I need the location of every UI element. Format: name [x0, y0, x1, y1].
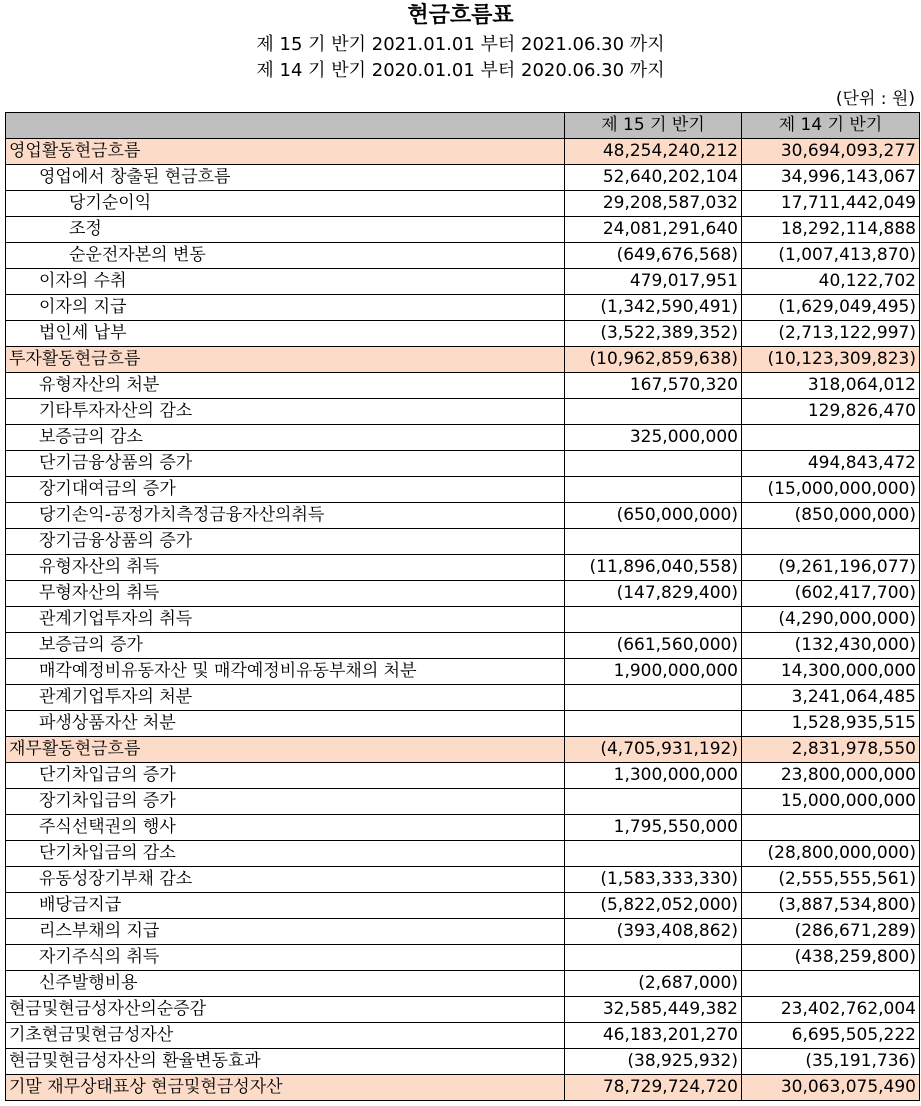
value-period-14: (1,007,413,870): [742, 243, 920, 269]
row-label: 주식선택권의 행사: [6, 815, 565, 841]
table-row: [6, 399, 920, 425]
value-period-15: 325,000,000: [565, 425, 742, 451]
value-period-14: (35,191,736): [742, 1049, 920, 1075]
row-label: 유형자산의 취득: [6, 555, 565, 581]
unit-label: (단위 : 원): [835, 89, 915, 109]
value-period-15: [565, 451, 742, 477]
value-period-15: [565, 945, 742, 971]
value-period-14: 6,695,505,222: [742, 1023, 920, 1049]
row-label: 파생상품자산 처분: [6, 711, 565, 737]
row-label: 이자의 수취: [6, 269, 565, 295]
value-period-14: (3,887,534,800): [742, 893, 920, 919]
value-period-14: 34,996,143,067: [742, 165, 920, 191]
row-label: 보증금의 감소: [6, 425, 565, 451]
value-period-15: 1,900,000,000: [565, 659, 742, 685]
value-period-14: [742, 971, 920, 997]
value-period-14: 3,241,064,485: [742, 685, 920, 711]
header-period-14: 제 14 기 반기: [742, 113, 920, 139]
row-label: 장기금융상품의 증가: [6, 529, 565, 555]
row-label: 재무활동현금흐름: [6, 737, 565, 763]
table-row: [6, 217, 920, 243]
statement-title: 현금흐름표: [407, 2, 514, 28]
value-period-15: 46,183,201,270: [565, 1023, 742, 1049]
row-label: 장기대여금의 증가: [6, 477, 565, 503]
table-row: [6, 789, 920, 815]
value-period-14: 129,826,470: [742, 399, 920, 425]
table-row: [6, 1075, 920, 1101]
value-period-15: (1,342,590,491): [565, 295, 742, 321]
header-account: [6, 113, 565, 139]
value-period-15: 479,017,951: [565, 269, 742, 295]
value-period-15: (5,822,052,000): [565, 893, 742, 919]
table-row: [6, 555, 920, 581]
value-period-15: (393,408,862): [565, 919, 742, 945]
table-row: [6, 269, 920, 295]
table-row: [6, 1049, 920, 1075]
row-label: 관계기업투자의 취득: [6, 607, 565, 633]
value-period-15: 29,208,587,032: [565, 191, 742, 217]
value-period-14: 2,831,978,550: [742, 737, 920, 763]
value-period-15: (10,962,859,638): [565, 347, 742, 373]
value-period-14: (4,290,000,000): [742, 607, 920, 633]
row-label: 현금및현금성자산의순증감: [6, 997, 565, 1023]
value-period-15: 167,570,320: [565, 373, 742, 399]
value-period-15: [565, 529, 742, 555]
value-period-15: (661,560,000): [565, 633, 742, 659]
value-period-15: (2,687,000): [565, 971, 742, 997]
row-label: 현금및현금성자산의 환율변동효과: [6, 1049, 565, 1075]
table-row: [6, 841, 920, 867]
value-period-15: [565, 789, 742, 815]
value-period-15: 32,585,449,382: [565, 997, 742, 1023]
value-period-14: 30,063,075,490: [742, 1075, 920, 1101]
table-row: [6, 373, 920, 399]
period-line-current: 제 15 기 반기 2021.01.01 부터 2021.06.30 까지: [256, 34, 665, 55]
row-label: 관계기업투자의 처분: [6, 685, 565, 711]
value-period-14: 23,402,762,004: [742, 997, 920, 1023]
table-row: [6, 295, 920, 321]
value-period-14: (286,671,289): [742, 919, 920, 945]
table-row: [6, 919, 920, 945]
row-label: 순운전자본의 변동: [6, 243, 565, 269]
value-period-15: [565, 477, 742, 503]
value-period-15: 1,795,550,000: [565, 815, 742, 841]
value-period-14: (438,259,800): [742, 945, 920, 971]
value-period-14: (2,713,122,997): [742, 321, 920, 347]
value-period-14: [742, 815, 920, 841]
value-period-15: (649,676,568): [565, 243, 742, 269]
value-period-15: [565, 711, 742, 737]
row-label: 무형자산의 취득: [6, 581, 565, 607]
value-period-14: 1,528,935,515: [742, 711, 920, 737]
row-label: 보증금의 증가: [6, 633, 565, 659]
row-label: 기타투자자산의 감소: [6, 399, 565, 425]
table-row: [6, 633, 920, 659]
row-label: 단기금융상품의 증가: [6, 451, 565, 477]
row-label: 기초현금및현금성자산: [6, 1023, 565, 1049]
value-period-14: 494,843,472: [742, 451, 920, 477]
row-label: 조정: [6, 217, 565, 243]
row-label: 투자활동현금흐름: [6, 347, 565, 373]
table-row: [6, 763, 920, 789]
value-period-15: 24,081,291,640: [565, 217, 742, 243]
value-period-15: (11,896,040,558): [565, 555, 742, 581]
table-row: [6, 425, 920, 451]
value-period-15: 1,300,000,000: [565, 763, 742, 789]
table-row: [6, 607, 920, 633]
cash-flow-table: [5, 112, 920, 1101]
value-period-15: 78,729,724,720: [565, 1075, 742, 1101]
table-row: [6, 945, 920, 971]
value-period-14: (10,123,309,823): [742, 347, 920, 373]
value-period-14: (15,000,000,000): [742, 477, 920, 503]
row-label: 영업에서 창출된 현금흐름: [6, 165, 565, 191]
row-label: 자기주식의 취득: [6, 945, 565, 971]
value-period-14: 15,000,000,000: [742, 789, 920, 815]
table-row: [6, 659, 920, 685]
table-row: [6, 711, 920, 737]
value-period-15: [565, 841, 742, 867]
value-period-14: 23,800,000,000: [742, 763, 920, 789]
value-period-14: 17,711,442,049: [742, 191, 920, 217]
value-period-15: (38,925,932): [565, 1049, 742, 1075]
row-label: 장기차입금의 증가: [6, 789, 565, 815]
value-period-14: 318,064,012: [742, 373, 920, 399]
value-period-15: 48,254,240,212: [565, 139, 742, 165]
table-row: [6, 867, 920, 893]
row-label: 단기차입금의 감소: [6, 841, 565, 867]
table-row: [6, 139, 920, 165]
value-period-14: (132,430,000): [742, 633, 920, 659]
value-period-14: (2,555,555,561): [742, 867, 920, 893]
value-period-15: 52,640,202,104: [565, 165, 742, 191]
table-row: [6, 347, 920, 373]
table-row: [6, 581, 920, 607]
table-row: [6, 737, 920, 763]
row-label: 이자의 지급: [6, 295, 565, 321]
value-period-15: (147,829,400): [565, 581, 742, 607]
row-label: 영업활동현금흐름: [6, 139, 565, 165]
value-period-15: [565, 685, 742, 711]
table-row: [6, 243, 920, 269]
row-label: 유동성장기부채 감소: [6, 867, 565, 893]
table-row: [6, 503, 920, 529]
table-row: [6, 1023, 920, 1049]
value-period-14: 14,300,000,000: [742, 659, 920, 685]
value-period-15: (650,000,000): [565, 503, 742, 529]
table-header-row: [6, 113, 920, 139]
row-label: 기말 재무상태표상 현금및현금성자산: [6, 1075, 565, 1101]
value-period-15: (1,583,333,330): [565, 867, 742, 893]
table-row: [6, 477, 920, 503]
row-label: 당기손익-공정가치측정금융자산의취득: [6, 503, 565, 529]
row-label: 매각예정비유동자산 및 매각예정비유동부채의 처분: [6, 659, 565, 685]
value-period-14: 18,292,114,888: [742, 217, 920, 243]
value-period-14: (850,000,000): [742, 503, 920, 529]
row-label: 배당금지급: [6, 893, 565, 919]
value-period-14: 40,122,702: [742, 269, 920, 295]
row-label: 단기차입금의 증가: [6, 763, 565, 789]
row-label: 리스부채의 지급: [6, 919, 565, 945]
value-period-15: (3,522,389,352): [565, 321, 742, 347]
row-label: 유형자산의 처분: [6, 373, 565, 399]
row-label: 신주발행비용: [6, 971, 565, 997]
value-period-14: (28,800,000,000): [742, 841, 920, 867]
table-row: [6, 893, 920, 919]
value-period-14: (9,261,196,077): [742, 555, 920, 581]
table-row: [6, 165, 920, 191]
table-row: [6, 815, 920, 841]
statement-header: [0, 0, 921, 114]
period-line-prior: 제 14 기 반기 2020.01.01 부터 2020.06.30 까지: [256, 60, 665, 81]
value-period-15: [565, 399, 742, 425]
table-row: [6, 451, 920, 477]
table-row: [6, 321, 920, 347]
value-period-15: (4,705,931,192): [565, 737, 742, 763]
value-period-15: [565, 607, 742, 633]
table-row: [6, 191, 920, 217]
value-period-14: [742, 529, 920, 555]
table-row: [6, 685, 920, 711]
value-period-14: [742, 425, 920, 451]
table-row: [6, 529, 920, 555]
header-period-15: 제 15 기 반기: [565, 113, 742, 139]
row-label: 법인세 납부: [6, 321, 565, 347]
value-period-14: (602,417,700): [742, 581, 920, 607]
table-row: [6, 971, 920, 997]
value-period-14: (1,629,049,495): [742, 295, 920, 321]
table-row: [6, 997, 920, 1023]
value-period-14: 30,694,093,277: [742, 139, 920, 165]
row-label: 당기순이익: [6, 191, 565, 217]
